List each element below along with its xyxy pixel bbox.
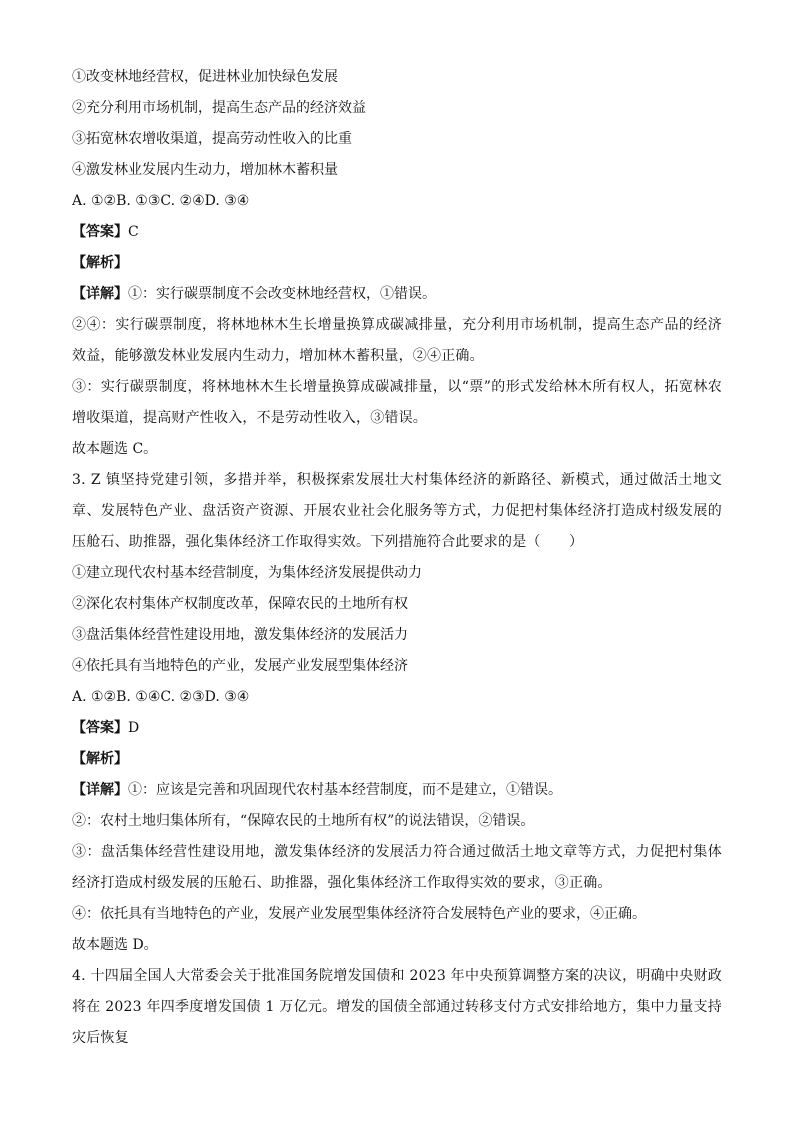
- q3-choices: A. ①②B. ①④C. ②③D. ③④: [72, 689, 250, 705]
- q2-detail-3: ③：实行碳票制度，将林地林木生长增量换算成碳减排量，以“票”的形式发给林木所有权人，拓宽林农增收渠道，提高财产性收入，不是劳动性收入，③错误。: [72, 379, 722, 426]
- q2-option-2: ②充分利用市场机制，提高生态产品的经济效益: [72, 100, 366, 116]
- q3-detail-1: ①：应该是完善和巩固现代农村基本经营制度，而不是建立，①错误。: [128, 782, 562, 798]
- q3-detail-tag: 【详解】: [72, 782, 128, 798]
- q2-answer-tag: 【答案】: [72, 224, 128, 240]
- q2-answer-value: C: [128, 224, 139, 240]
- q3-answer-value: D: [128, 720, 140, 736]
- q4-stem: 4. 十四届全国人大常委会关于批准国务院增发国债和 2023 年中央预算调整方案的决议，明确中央财政将在 2023 年四季度增发国债 1 万亿元。增发的国债全部通过转移支付方式安排给地方，集中力量支持灾后恢复: [72, 968, 722, 1046]
- q2-analysis-line: [72, 248, 722, 279]
- q2-option-4: ④激发林业发展内生动力，增加林木蓄积量: [72, 162, 338, 178]
- q2-conclusion: 故本题选 C。: [72, 441, 158, 457]
- q3-detail-line-1: [72, 775, 722, 806]
- q3-option-4: ④依托具有当地特色的产业，发展产业发展型集体经济: [72, 658, 408, 674]
- q2-detail-line-1: [72, 279, 722, 310]
- q2-detail-1: ①：实行碳票制度不会改变林地经营权，①错误。: [128, 286, 436, 302]
- q3-detail-2: ②：农村土地归集体所有，“保障农民的土地所有权”的说法错误，②错误。: [72, 813, 535, 829]
- q3-conclusion: 故本题选 D。: [72, 937, 158, 953]
- q2-option-1: ①改变林地经营权，促进林业加快绿色发展: [72, 69, 338, 85]
- q3-analysis-tag: 【解析】: [72, 751, 128, 767]
- q3-detail-3: ③：盘活集体经营性建设用地，激发集体经济的发展活力符合通过做活土地文章等方式，力促把村集体经济打造成村级发展的压舱石、助推器，强化集体经济工作取得实效的要求，③正确。: [72, 844, 722, 891]
- question-2-tail: [72, 62, 722, 465]
- q3-detail-4: ④：依托具有当地特色的产业，发展产业发展型集体经济符合发展特色产业的要求，④正确。: [72, 906, 646, 922]
- q2-analysis-tag: 【解析】: [72, 255, 128, 271]
- q3-answer-tag: 【答案】: [72, 720, 128, 736]
- q2-detail-2: ②④：实行碳票制度，将林地林木生长增量换算成碳减排量，充分利用市场机制，提高生态产品的经济效益，能够激发林业发展内生动力，增加林木蓄积量，②④正确。: [72, 317, 722, 364]
- q2-choices: A. ①②B. ①③C. ②④D. ③④: [72, 193, 250, 209]
- q3-option-1: ①建立现代农村基本经营制度，为集体经济发展提供动力: [72, 565, 422, 581]
- document-page: [72, 62, 722, 1054]
- q3-stem: 3. Z 镇坚持党建引领，多措并举，积极探索发展壮大村集体经济的新路径、新模式，通过做活土地文章、发展特色产业、盘活资产资源、开展农业社会化服务等方式，力促把村集体经济打造成村级发展的压舱石、助推器，强化集体经济工作取得实效。下列措施符合此要求的是（ ）: [72, 472, 722, 550]
- question-4: [72, 961, 722, 1054]
- q3-analysis-line: [72, 744, 722, 775]
- q2-answer-line: [72, 217, 722, 248]
- question-3: [72, 465, 722, 961]
- q2-option-3: ③拓宽林农增收渠道，提高劳动性收入的比重: [72, 131, 352, 147]
- q3-answer-line: [72, 713, 722, 744]
- q2-detail-tag: 【详解】: [72, 286, 128, 302]
- q3-option-2: ②深化农村集体产权制度改革，保障农民的土地所有权: [72, 596, 408, 612]
- q3-option-3: ③盘活集体经营性建设用地，激发集体经济的发展活力: [72, 627, 408, 643]
